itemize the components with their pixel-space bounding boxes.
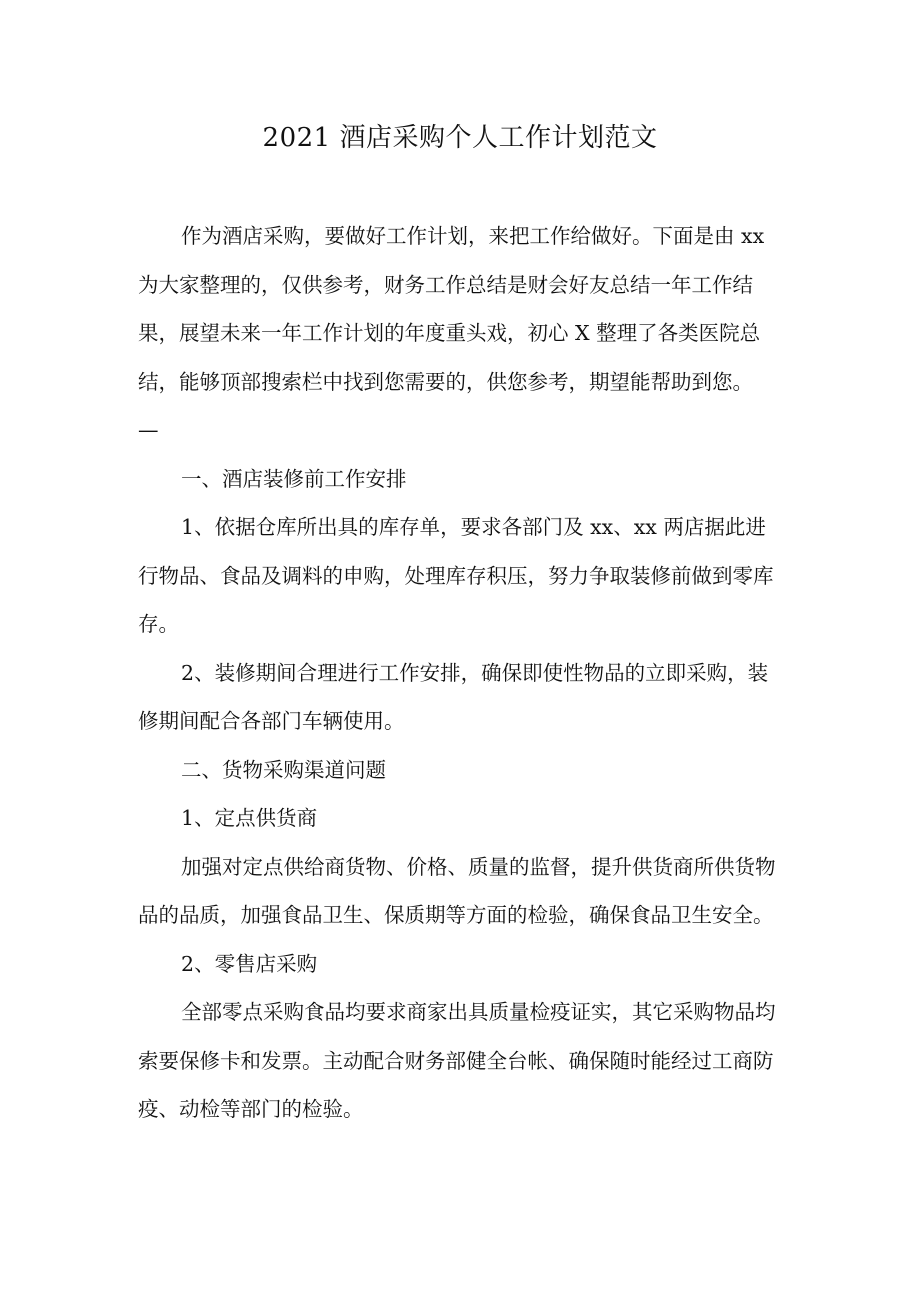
document-title: 2021 酒店采购个人工作计划范文 <box>262 123 658 153</box>
subheading-retail: 2、零售店采购 <box>181 951 318 976</box>
retail-paragraph: 全部零点采购食品均要求商家出具质量检疫证实，其它采购物品均索要保修卡和发票。主动配合财务部健全台帐、确保随时能经过工商防疫、动检等部门的检验。 <box>138 1000 776 1121</box>
section-heading-2: 二、货物采购渠道问题 <box>181 757 387 782</box>
intro-paragraph: 作为酒店采购，要做好工作计划，来把工作给做好。下面是由 xx 为大家整理的，仅供参考，财务工作总结是财会好友总结一年工作结果，展望未来一年工作计划的年度重头戏，初心 X 整理了各类医院总结，能够顶部搜索栏中找到您需要的，供您参考，期望能帮助到您。 <box>138 224 765 394</box>
section-heading-1: 一、酒店装修前工作安排 <box>181 466 407 491</box>
subheading-supplier: 1、定点供货商 <box>181 806 318 830</box>
section-1-item-2: 2、装修期间合理进行工作安排，确保即使性物品的立即采购，装修期间配合各部门车辆使用。 <box>138 660 769 733</box>
section-1-item-1: 1、依据仓库所出具的库存单，要求各部门及 xx、xx 两店据此进行物品、食品及调料的申购，处理库存积压，努力争取装修前做到零库存。 <box>138 515 774 636</box>
supplier-paragraph: 加强对定点供给商货物、价格、质量的监督，提升供货商所供货物品的品质，加强食品卫生、保质期等方面的检验，确保食品卫生安全。 <box>138 854 776 927</box>
separator-dash: — <box>138 418 159 442</box>
document-body <box>138 212 786 1134</box>
